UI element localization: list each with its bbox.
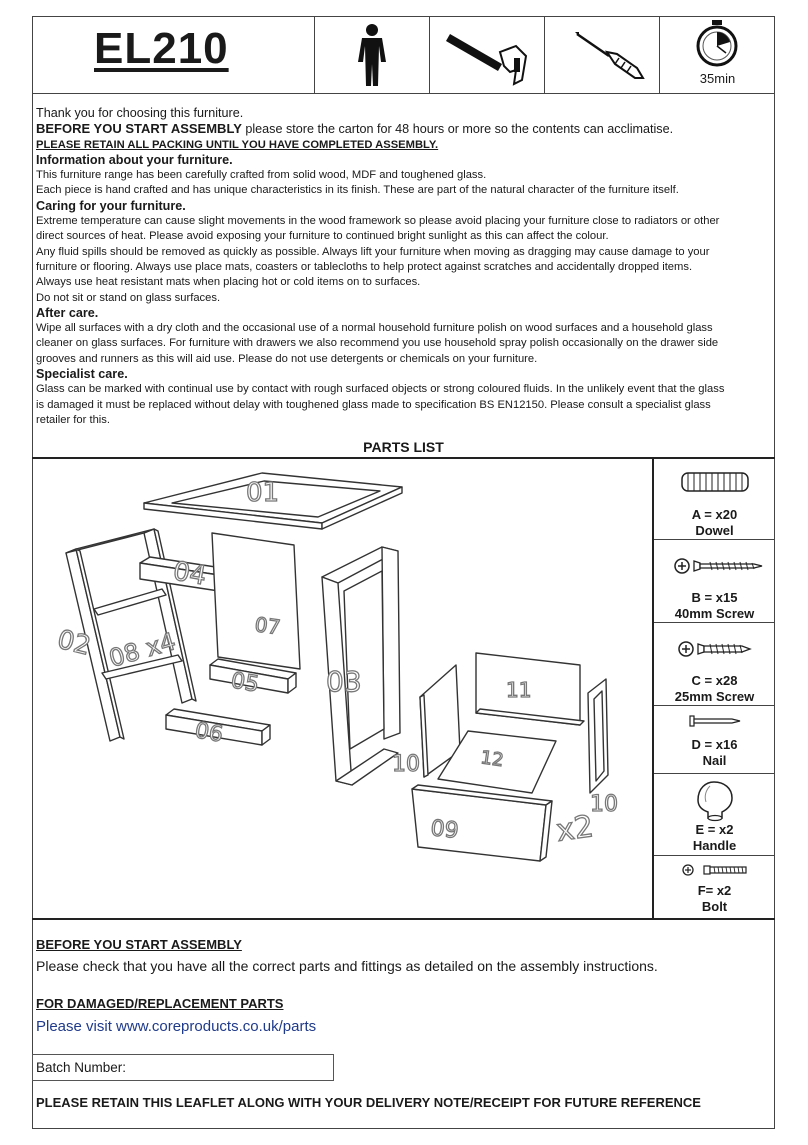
before-assembly-text: Please check that you have all the correct parts and fittings as detailed on the assembly instructions. [36,958,658,974]
fitting-screw-40mm-qty: B = x15 [691,590,738,605]
fitting-screw-40mm-name: 40mm Screw [674,606,755,621]
hammer-icon [430,16,545,94]
label-part-10-left: 10 [392,752,420,777]
screw-40mm-icon [654,540,775,584]
screw-25mm-icon [654,623,775,667]
fitting-bolt-name: Bolt [701,899,728,914]
before-lead: BEFORE YOU START ASSEMBLY [36,121,242,137]
text-line: furniture or flooring. Always use place mats, coasters or tablecloths to help protect against scratches and accidentally dropped items. [36,260,693,273]
model-title: EL210 [94,24,229,73]
screwdriver-icon [545,16,660,94]
person-icon [315,16,430,94]
text-line: is damaged it must be replaced without delay with toughened glass made to specification BS EN12150. Please consult a specialist glass [36,398,711,411]
care-information [36,106,766,428]
retain-leaflet-notice: PLEASE RETAIN THIS LEAFLET ALONG WITH YOUR DELIVERY NOTE/RECEIPT FOR FUTURE REFERENCE [36,1095,701,1110]
thanks-line: Thank you for choosing this furniture. [36,106,244,120]
text-line: Any fluid spills should be removed as quickly as possible. Always lift your furniture when moving as dragging may cause damage to your [36,245,710,258]
title-box [32,16,315,94]
fitting-nail [654,706,775,774]
stopwatch-icon [660,16,775,94]
label-part-05: 05 [228,668,261,698]
label-part-02: 02 [54,624,94,662]
label-drawer-quantity: x2 [554,809,596,849]
fitting-handle-name: Handle [692,838,737,853]
nail-icon [654,706,775,736]
batch-number-field[interactable] [32,1054,334,1081]
label-part-12: 12 [479,747,505,772]
dowel-icon [654,459,775,503]
fitting-screw-25mm [654,623,775,706]
section-heading-info: Information about your furniture. [36,152,233,167]
header [32,16,775,94]
fitting-handle-label [654,822,775,854]
fitting-dowel [654,459,775,540]
fitting-dowel-name: Dowel [695,523,734,538]
text-line: This furniture range has been carefully crafted from solid wood, MDF and toughened glass. [36,169,487,182]
retain-packing: PLEASE RETAIN ALL PACKING UNTIL YOU HAVE COMPLETED ASSEMBLY. [36,138,439,151]
text-line: cleaner on glass surfaces. For furniture with drawers we also recommend you use household spray polish occasionally on the drawer side [36,337,719,350]
text-line: direct sources of heat. Please avoid exposing your furniture to continued bright sunlight as this can affect the colour. [36,230,609,243]
fitting-handle-qty: E = x2 [695,822,734,837]
acclimatise-line [36,121,766,137]
text-line: grooves and runners as this will aid use. Please do not use detergents or chemicals on your furniture. [36,352,538,365]
label-part-06: 06 [192,718,225,748]
handle-icon [654,774,775,824]
text-line: Wipe all surfaces with a dry cloth and the occasional use of a normal household furniture polish on wood surfaces and a household glass [36,322,713,335]
parts-list [32,457,775,920]
fitting-screw-40mm [654,540,775,623]
label-part-03: 03 [326,665,362,698]
label-part-09: 09 [429,816,460,844]
fitting-nail-qty: D = x16 [691,737,738,752]
fitting-handle [654,774,775,856]
text-line: Always use heat resistant mats when placing hot or cold items on to surfaces. [36,276,421,289]
damaged-parts-heading: FOR DAMAGED/REPLACEMENT PARTS [36,996,284,1011]
fitting-dowel-qty: A = x20 [691,507,738,522]
text-line: Do not sit or stand on glass surfaces. [36,291,221,304]
assembly-time: 35min [699,71,736,86]
fitting-bolt [654,856,775,918]
fittings-list [652,459,775,918]
parts-website-link[interactable]: Please visit www.coreproducts.co.uk/parts [36,1018,317,1035]
parts-diagram [32,459,652,918]
text-line: retailer for this. [36,413,110,426]
section-heading-aftercare: After care. [36,305,99,320]
fitting-screw-25mm-label [654,673,775,705]
fitting-nail-label [654,737,775,769]
fitting-bolt-label [654,883,775,915]
label-part-10-right: 10 [590,792,618,817]
text-line: Glass can be marked with continual use by contact with rough surfaced objects or strong coloured fluids. In the unlikely event that the glass [36,383,725,396]
fitting-screw-25mm-name: 25mm Screw [674,689,755,704]
batch-number-label: Batch Number: [36,1060,127,1075]
label-part-04: 04 [170,556,209,592]
label-part-08: 08 x4 [105,627,179,673]
parts-list-title: PARTS LIST [363,439,444,455]
label-part-01: 01 [246,478,280,508]
fitting-screw-40mm-label [654,590,775,622]
fitting-bolt-qty: F= x2 [697,883,732,898]
label-part-07: 07 [253,612,282,640]
fitting-dowel-label [654,507,775,539]
fitting-screw-25mm-qty: C = x28 [691,673,738,688]
before-assembly-heading: BEFORE YOU START ASSEMBLY [36,937,242,952]
fitting-nail-name: Nail [702,753,727,768]
section-heading-specialist: Specialist care. [36,367,128,382]
text-line: Extreme temperature can cause slight movements in the wood framework so please avoid placing your furniture close to radiators or other [36,215,720,228]
before-rest: please store the carton for 48 hours or more so the contents can acclimatise. [241,122,674,137]
section-heading-caring: Caring for your furniture. [36,198,186,213]
text-line: Each piece is hand crafted and has unique characteristics in its finish. These are part of the natural character of the furniture itself. [36,184,679,197]
bolt-icon [654,856,775,882]
label-part-11: 11 [506,678,532,702]
